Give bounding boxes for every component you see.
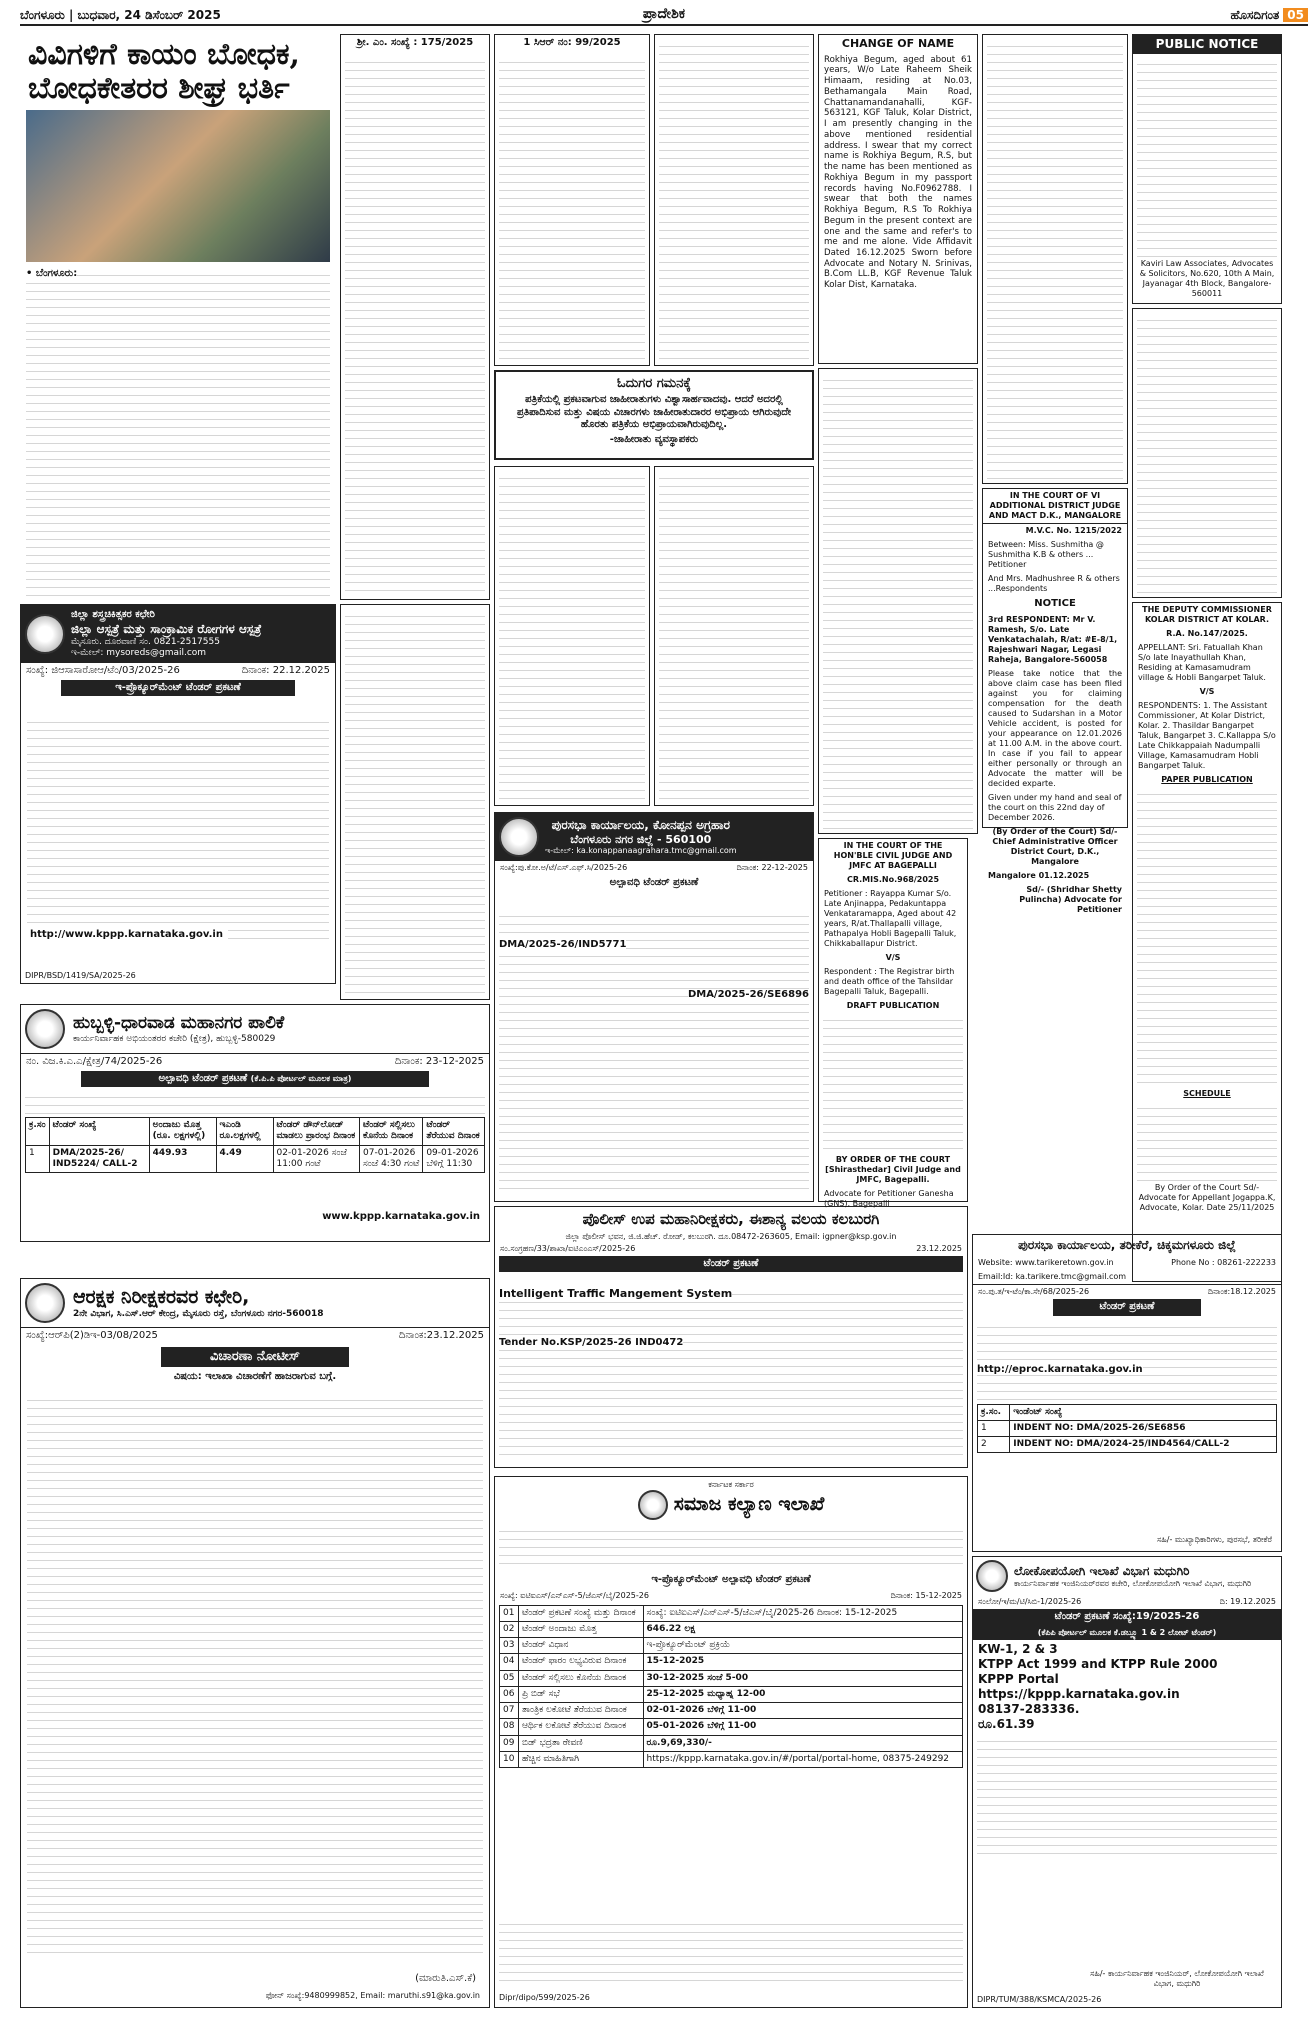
- mangalore-case: M.V.C. No. 1215/2022: [1025, 526, 1122, 535]
- table-cell: ಟೆಂಡರ್ ವಿಧಾನ: [519, 1638, 644, 1654]
- table-cell: ಇ-ಪ್ರೊಕ್ಯೂರ್‌ಮೆಂಟ್ ಪ್ರಕ್ರಿಯೆ: [643, 1638, 962, 1654]
- samaja-tender: [494, 1476, 968, 2008]
- reader-notice-sign: -ಜಾಹೀರಾತು ವ್ಯವಸ್ಥಾಪಕರು: [609, 433, 699, 445]
- mysore-hospital-tender: [20, 604, 336, 984]
- public-notice-body: [1137, 57, 1277, 263]
- lokopayogi-amount: ರೂ.61.39: [978, 1716, 1035, 1731]
- tarikere-table: [977, 1404, 1277, 1454]
- mangalore-between: Between: Miss. Sushmitha @ Sushmitha K.B & others ... Petitioner: [988, 540, 1104, 569]
- table-cell: 10: [500, 1751, 519, 1767]
- lokopayogi-name: ಲೋಕೋಪಯೋಗಿ ಇಲಾಖೆ ವಿಭಾಗ ಮಧುಗಿರಿ: [1014, 1563, 1190, 1578]
- tarikere-name: ಪುರಸಭಾ ಕಾರ್ಯಾಲಯ, ತರೀಕೆರೆ, ಚಿಕ್ಕಮಗಳೂರು ಜಿಲ್ಲೆ: [1018, 1238, 1236, 1252]
- table-cell: https://kppp.karnataka.gov.in/#/portal/portal-home, 08375-249292: [643, 1751, 962, 1767]
- mangalore-given: Given under my hand and seal of the court on this 22nd day of December 2026.: [988, 792, 1122, 822]
- mysore-name: ಜಿಲ್ಲಾ ಆಸ್ಪತ್ರೆ ಮತ್ತು ಸಾಂಕ್ರಾಮಿಕ ರೋಗಗಳ ಆಸ್ಪತ್ರೆ: [71, 621, 262, 636]
- table-row: [500, 1605, 963, 1621]
- lead-headline: ವಿವಿಗಳಿಗೆ ಕಾಯಂ ಬೋಧಕ, ಬೋಧಕೇತರರ ಶೀಘ್ರ ಭರ್ತಿ: [28, 37, 300, 106]
- hubli-sub: ಕಾರ್ಯನಿರ್ವಾಹಕ ಅಭಿಯಂತರರ ಕಚೇರಿ (ಕ್ಷೇತ್ರ), ಹುಬ್ಬಳ್ಳಿ-580029: [73, 1034, 276, 1044]
- table-cell: ತಾಂತ್ರಿಕ ಲಕೋಟೆ ತೆರೆಯುವ ದಿನಾಂಕ: [519, 1703, 644, 1719]
- table-cell: 30-12-2025 ಸಂಜೆ 5-00: [643, 1670, 962, 1686]
- table-row: [978, 1437, 1277, 1453]
- public-notice-sign: Kaviri Law Associates, Advocates & Solicitors, No.620, 10th A Main, Jayanagar 4th Block, Bangalore-560011: [1139, 259, 1275, 298]
- table-cell: ಹೆಚ್ಚಿನ ಮಾಹಿತಿಗಾಗಿ: [519, 1751, 644, 1767]
- lokopayogi-header: [973, 1557, 1281, 1595]
- police-refline: [21, 1328, 489, 1345]
- legal-notice-body: [499, 471, 645, 801]
- table-header: ಇಂಡೆಂಟ್ ಸಂಖ್ಯೆ: [1010, 1404, 1277, 1420]
- legal-notice-col3: [494, 34, 650, 366]
- lokopayogi-date: ದಿ: 19.12.2025: [1219, 1597, 1276, 1606]
- kona-body: [499, 909, 809, 1195]
- hubli-emblem-icon: [25, 1009, 65, 1049]
- lead-photo: [26, 110, 330, 262]
- lokopayogi-sub: ಕಾರ್ಯನಿರ್ವಾಹಕ ಇಂಜಿನಿಯರ್‌ರವರ ಕಚೇರಿ, ಲೋಕೋಪಯೋಗಿ ಇಲಾಖೆ ವಿಭಾಗ, ಮಧುಗಿರಿ: [1014, 1578, 1252, 1588]
- tarikere-tender: [972, 1234, 1282, 1552]
- table-cell: ಸಂಖ್ಯೆ: ಐಟಿಐಎಸ್/ಎನ್‌ಎಸ್-5/ಜೆಎಸ್/ಬೈ/2025-26 ದಿನಾಂಕ: 15-12-2025: [643, 1605, 962, 1621]
- legal-notice-body: [499, 55, 645, 361]
- tarikere-body: [977, 1320, 1277, 1400]
- legal-notice-col5: [818, 368, 978, 834]
- mangalore-notice-label: NOTICE: [1034, 598, 1076, 609]
- legal-notice-col3b: [494, 466, 650, 806]
- hubli-header: [21, 1005, 489, 1053]
- samaja-dipr: Dipr/dipo/599/2025-26: [499, 1993, 590, 2002]
- lead-story: [20, 34, 336, 600]
- tarikere-title: ಟೆಂಡರ್ ಪ್ರಕಟಣೆ: [1053, 1299, 1201, 1316]
- tarikere-email: Email:Id: ka.tarikere.tmc@gmail.com: [978, 1272, 1127, 1281]
- table-cell: 07-01-2026 ಸಂಜೆ 4:30 ಗಂಟೆ: [360, 1145, 423, 1173]
- legal-notice-col7: [1132, 308, 1282, 598]
- police-date: ದಿನಾಂಕ:23.12.2025: [398, 1330, 484, 1341]
- mysore-body: [27, 715, 329, 945]
- brand-name: ಹೊಸದಿಗಂತ: [1230, 7, 1280, 22]
- table-cell: 07: [500, 1703, 519, 1719]
- samaja-header: [495, 1490, 967, 1520]
- hubli-refline: [21, 1053, 489, 1071]
- police-notice: [20, 1278, 490, 2008]
- table-header: ಟೆಂಡರ್ ತೆರೆಯುವ ದಿನಾಂಕ: [423, 1118, 485, 1146]
- table-header-row: [978, 1404, 1277, 1420]
- legal-notice-body: [1137, 313, 1277, 593]
- hubli-date: ದಿನಾಂಕ: 23-12-2025: [394, 1056, 484, 1067]
- legal-notice-body: [659, 471, 809, 801]
- govt-emblem-icon: [25, 614, 65, 654]
- hubli-title-text: ಅಲ್ಪಾವಧಿ ಟೆಂಡರ್ ಪ್ರಕಟಣೆ: [158, 1072, 248, 1084]
- bagepalli-respondent: Respondent : The Registrar birth and death office of the Tahsildar Bagepalli Taluk, Bagepalli.: [824, 967, 955, 996]
- lokopayogi-tender: [972, 1556, 1282, 2008]
- hubli-url: www.kppp.karnataka.gov.in: [322, 1210, 480, 1222]
- table-row: [500, 1654, 963, 1670]
- samaja-footer: [499, 1917, 963, 1987]
- mysore-refline: [21, 663, 335, 680]
- kona-date: ದಿನಾಂಕ: 22-12-2025: [736, 863, 808, 872]
- table-row: [500, 1719, 963, 1735]
- page-number: 05: [1283, 8, 1308, 22]
- police-header: [21, 1279, 489, 1328]
- legal-notice-body: [987, 39, 1123, 479]
- ig-tender: [494, 1206, 968, 1468]
- table-header-row: [26, 1118, 485, 1146]
- kolar-dc-notice: [1132, 602, 1282, 1282]
- table-cell: 449.93: [149, 1145, 216, 1173]
- hubli-tender: [20, 1004, 490, 1242]
- kona-sub: ಬೆಂಗಳೂರು ನಗರ ಜಿಲ್ಲೆ - 560100: [570, 832, 712, 846]
- kona-tender-no: DMA/2025-26/IND5771: [499, 939, 627, 950]
- kona-refline: [495, 861, 813, 875]
- ig-tender-no: Tender No.KSP/2025-26 IND0472: [499, 1337, 684, 1348]
- name-change-notice: [818, 34, 978, 364]
- bagepalli-court-notice: [818, 838, 968, 1208]
- table-cell: 15-12-2025: [643, 1654, 962, 1670]
- name-change-body: Rokhiya Begum, aged about 61 years, W/o Late Raheem Sheik Himaam, residing at No.03, Bethamangala Main Road, Chattanamandanahalli, KGF-563121, KGF Taluk, Kolar District, I am presently changing in the above mentioned residential address. I swear that my correct name is Rokhiya Begum, R.S, but the name has been mentioned as Rokhiya Begum in my passport records having No.F0962788. I swear that both the names Rokhiya Begum, R.S To Rokhiya Begum in the present context are one and the same and refer's to me and me alone. Vide Affidavit Dated 16.12.2025 Sworn before Advocate and Notary N. Srinivas, B.Com LL.B, KGF Revenue Taluk Kolar Dist, Karnataka.: [824, 54, 972, 291]
- police-subject: ವಿಷಯ: ಇಲಾಖಾ ವಿಚಾರಣೆಗೆ ಹಾಜರಾಗುವ ಬಗ್ಗೆ.: [173, 1370, 337, 1382]
- samaja-name: ಸಮಾಜ ಕಲ್ಯಾಣ ಇಲಾಖೆ: [673, 1493, 825, 1516]
- tarikere-ref: ಸಂ.ಪು.ತ/ಇ-ಟೆಂ/ಕಾ.ಸೇ/68/2025-26: [978, 1287, 1090, 1296]
- mysore-ref: ಸಂಖ್ಯೆ: ಜಿಆಸಾಸಾರೋಆ/ಟೆಂ/03/2025-26: [26, 665, 180, 676]
- kolar-title: THE DEPUTY COMMISSIONER KOLAR DISTRICT AT KOLAR.: [1142, 605, 1272, 624]
- small-notice-title: 1 ಸಿಆರ್ ನಂ: 99/2025: [523, 37, 621, 48]
- lokopayogi-body: [973, 1640, 1281, 1734]
- mysore-url: http://www.kppp.karnataka.gov.in: [25, 927, 228, 944]
- bagepalli-case: CR.MIS.No.968/2025: [846, 875, 940, 884]
- police-phone: ಫೋನ್ ಸಂಖ್ಯೆ:9480999852, Email: maruthi.s91@ka.gov.in: [265, 1991, 480, 2000]
- mangalore-court-notice: [982, 488, 1128, 914]
- lokopayogi-kw: KW-1, 2 & 3: [978, 1641, 1058, 1656]
- lokopayogi-refline: [973, 1595, 1281, 1609]
- table-cell: ಪ್ರಿ ಬಿಡ್ ಸಭೆ: [519, 1686, 644, 1702]
- lokopayogi-sign: ಸಹಿ/- ಕಾರ್ಯನಿರ್ವಾಹಕ ಇಂಜಿನಿಯರ್, ಲೋಕೋಪಯೋಗಿ ಇಲಾಖೆ ವಿಭಾಗ, ಮಧುಗಿರಿ: [1090, 1969, 1264, 1988]
- table-cell: ರೂ.9,69,330/-: [643, 1735, 962, 1751]
- police-title: ವಿಚಾರಣಾ ನೋಟೀಸ್: [161, 1347, 349, 1367]
- kona-tender-no-2: DMA/2025-26/SE6896: [687, 989, 809, 1000]
- tarikere-phone: Phone No : 08261-222233: [1171, 1258, 1276, 1267]
- table-cell: 05-01-2026 ಬೆಳಿಗ್ಗೆ 11-00: [643, 1719, 962, 1735]
- name-change-title: CHANGE OF NAME: [841, 37, 955, 50]
- mysore-date: ದಿನಾಂಕ: 22.12.2025: [241, 665, 330, 676]
- kolar-schedule: SCHEDULE: [1183, 1089, 1231, 1098]
- kolar-body: [1137, 787, 1277, 1087]
- kolar-vs: V/S: [1199, 687, 1215, 696]
- table-cell: INDENT NO: DMA/2025-26/SE6856: [1010, 1420, 1277, 1436]
- bagepalli-draft: DRAFT PUBLICATION: [846, 1001, 940, 1010]
- table-cell: 06: [500, 1686, 519, 1702]
- table-cell: ಟೆಂಡರ್ ಅಂದಾಜು ಮೊತ್ತ: [519, 1621, 644, 1637]
- table-cell: ಟೆಂಡರ್ ಪ್ರಕಟಣೆ ಸಂಖ್ಯೆ ಮತ್ತು ದಿನಾಂಕ: [519, 1605, 644, 1621]
- public-notice: [1132, 34, 1282, 304]
- ig-date: 23.12.2025: [916, 1243, 962, 1253]
- police-sign: (ಮಾರುತಿ.ಎಸ್.ಕೆ): [415, 1972, 476, 1984]
- lokopayogi-dipr: DIPR/TUM/388/KSMCA/2025-26: [977, 1995, 1102, 2004]
- lokopayogi-emblem-icon: [976, 1560, 1008, 1592]
- hubli-name: ಹುಬ್ಬಳ್ಳಿ-ಧಾರವಾಡ ಮಹಾನಗರ ಪಾಲಿಕೆ: [73, 1012, 285, 1033]
- ig-name: ಪೊಲೀಸ್ ಉಪ ಮಹಾನಿರೀಕ್ಷಕರು, ಈಶಾನ್ಯ ವಲಯ ಕಲಬುರಗಿ: [582, 1210, 880, 1228]
- tarikere-url: http://eproc.karnataka.gov.in: [977, 1363, 1143, 1375]
- reader-notice-body: ಪತ್ರಿಕೆಯಲ್ಲಿ ಪ್ರಕಟವಾಗುವ ಜಾಹೀರಾತುಗಳು ವಿಶ್ವಾಸಾರ್ಹವಾದವು. ಆದರೆ ಅದರಲ್ಲಿ ಪ್ರತಿಪಾದಿಸುವ ಮತ್ತು ವಿಷಯ ವಿಚಾರಗಳು ಜಾಹೀರಾತುದಾರರ ಅಭಿಪ್ರಾಯ ಆಗಿರುವುದೇ ಹೊರತು ಪತ್ರಿಕೆಯ ಅಭಿಪ್ರಾಯವಾಗಿರುವುದಿಲ್ಲ.: [517, 394, 791, 431]
- ig-ref: ಸಂ.ಸಂಗ್ರಹಣ/33/ಶಾಖಾ/ಐಟಿಎಂಎಸ್/2025-26: [500, 1243, 636, 1253]
- legal-notice-body: [659, 39, 809, 361]
- samaja-intro: [499, 1524, 963, 1568]
- police-emblem-icon: [25, 1283, 65, 1323]
- bagepalli-title: IN THE COURT OF THE HON'BLE CIVIL JUDGE AND JMFC AT BAGEPALLI: [833, 841, 953, 870]
- police-sub: 2ನೇ ವಿಭಾಗ, ಸಿ.ಎಸ್.ಆರ್ ಕೇಂದ್ರ, ಮೈಸೂರು ರಸ್ತೆ, ಬೆಂಗಳೂರು ನಗರ-560018: [73, 1309, 324, 1320]
- table-header: ಇಎಂಡಿ ರೂ.ಲಕ್ಷಗಳಲ್ಲಿ: [216, 1118, 273, 1146]
- table-row: [500, 1703, 963, 1719]
- kona-title: ಅಲ್ಪಾವಧಿ ಟೆಂಡರ್ ಪ್ರಕಟಣೆ: [609, 877, 699, 888]
- hubli-subtitle: (ಕೆ.ಪಿ.ಪಿ ಪೋರ್ಟಲ್ ಮೂಲಕ ಮಾತ್ರ): [250, 1073, 352, 1083]
- kolar-case: R.A. No.147/2025.: [1166, 629, 1248, 638]
- table-cell: 02-01-2026 ಬೆಳಿಗ್ಗೆ 11-00: [643, 1703, 962, 1719]
- mangalore-and: And Mrs. Madhushree R & others ...Respondents: [988, 574, 1120, 593]
- legal-notice-col6: [982, 34, 1128, 484]
- bagepalli-sign: BY ORDER OF THE COURT [Shirasthedar] Civil Judge and JMFC, Bagepalli.: [825, 1155, 961, 1184]
- table-cell: ಟೆಂಡರ್ ಫಾರಂ ಲಭ್ಯವಿರುವ ದಿನಾಂಕ: [519, 1654, 644, 1670]
- table-header: ಟೆಂಡರ್ ಸಲ್ಲಿಸಲು ಕೊನೆಯ ದಿನಾಂಕ: [360, 1118, 423, 1146]
- mysore-org: ಜಿಲ್ಲಾ ಶಸ್ತ್ರಚಿಕಿತ್ಸಕರ ಕಛೇರಿ: [71, 609, 155, 620]
- samaja-table: [499, 1605, 963, 1769]
- table-header: ಕ್ರ.ಸಂ.: [978, 1404, 1010, 1420]
- table-cell: 08: [500, 1719, 519, 1735]
- table-header: ಟೆಂಡರ್ ಸಂಖ್ಯೆ: [49, 1118, 149, 1146]
- kolar-pub: PAPER PUBLICATION: [1161, 775, 1253, 784]
- bagepalli-vs: V/S: [885, 953, 901, 962]
- table-cell: ಆರ್ಥಿಕ ಲಕೋಟೆ ತೆರೆಯುವ ದಿನಾಂಕ: [519, 1719, 644, 1735]
- mangalore-adv: Sd/- (Shridhar Shetty Pulincha) Advocate for Petitioner: [1019, 884, 1122, 914]
- mysore-header: [21, 605, 335, 663]
- police-body: [27, 1393, 483, 1953]
- kolar-appellant: APPELLANT: Sri. Fatuallah Khan S/o late Inayathullah Khan, Residing at Kamasamudram village & Hobli Bangarpet Taluk.: [1138, 643, 1266, 682]
- table-cell: 01: [500, 1605, 519, 1621]
- table-cell: 02-01-2026 ಸಂಜೆ 11:00 ಗಂಟೆ: [273, 1145, 360, 1173]
- table-row: [500, 1735, 963, 1751]
- mangalore-title: IN THE COURT OF VI ADDITIONAL DISTRICT JUDGE AND MACT D.K., MANGALORE: [983, 489, 1127, 524]
- tarikere-web: Website: www.tarikeretown.gov.in: [978, 1258, 1114, 1267]
- tarikere-contact: [973, 1256, 1281, 1270]
- ig-refline: [495, 1242, 967, 1256]
- hubli-table: [25, 1117, 485, 1173]
- lokopayogi-phone: 08137-283336.: [978, 1701, 1080, 1716]
- samaja-gov: ಕರ್ನಾಟಕ ಸರ್ಕಾರ: [708, 1480, 754, 1489]
- page-header: [20, 6, 1308, 26]
- police-ref: ಸಂಖ್ಯೆ:ಆರ್‌ಪಿ(2)ಡಿಇ-03/08/2025: [26, 1330, 158, 1341]
- table-row: [500, 1670, 963, 1686]
- reader-notice-title: ಓದುಗರ ಗಮನಕ್ಕೆ: [617, 376, 691, 391]
- karnataka-emblem-icon: [638, 1490, 668, 1520]
- samaja-ref: ಸಂಖ್ಯೆ: ಐಟಿಐಎಸ್/ಎನ್‌ಎಸ್-5/ಜೆಎಸ್/ಬೈ/2025-26: [500, 1590, 649, 1600]
- ig-project: Intelligent Traffic Mangement System: [499, 1287, 733, 1300]
- table-header: ಕ್ರ.ಸಂ: [26, 1118, 50, 1146]
- kona-emblem-icon: [499, 817, 539, 857]
- lokopayogi-act: KTPP Act 1999 and KTPP Rule 2000: [978, 1656, 1218, 1671]
- masthead-brand: [879, 8, 1308, 23]
- table-cell: 04: [500, 1654, 519, 1670]
- legal-notice-col2: [340, 34, 490, 600]
- kona-name: ಪುರಸಭಾ ಕಾರ್ಯಾಲಯ, ಕೋನಪ್ಪನ ಅಗ್ರಹಾರ: [551, 817, 730, 832]
- table-row: [26, 1145, 485, 1173]
- mysore-dipr: DIPR/BSD/1419/SA/2025-26: [25, 971, 136, 980]
- table-cell: 03: [500, 1638, 519, 1654]
- legal-notice-col2b: [340, 604, 490, 1000]
- section-title: ಪ್ರಾದೇಶಿಕ: [642, 6, 686, 23]
- mysore-address: ಮೈಸೂರು. ದೂರವಾಣಿ ಸಂ. 0821-2517555: [71, 636, 220, 647]
- table-cell: DMA/2025-26/ IND5224/ CALL-2: [49, 1145, 149, 1173]
- table-cell: 02: [500, 1621, 519, 1637]
- table-cell: 09: [500, 1735, 519, 1751]
- table-cell: 2: [978, 1437, 1010, 1453]
- legal-notice-body: [345, 55, 485, 595]
- table-row: [500, 1638, 963, 1654]
- table-cell: 4.49: [216, 1145, 273, 1173]
- table-cell: 09-01-2026 ಬೆಳಿಗ್ಗೆ 11:30: [423, 1145, 485, 1173]
- mangalore-place: Mangalore 01.12.2025: [988, 870, 1090, 880]
- legal-notice-body: [823, 373, 973, 829]
- lokopayogi-url: https://kppp.karnataka.gov.in: [978, 1686, 1180, 1701]
- ig-body: [499, 1287, 963, 1461]
- legal-notice-col4: [654, 34, 814, 366]
- table-cell: 1: [978, 1420, 1010, 1436]
- table-cell: 05: [500, 1670, 519, 1686]
- tarikere-refline: [973, 1284, 1281, 1299]
- samaja-date: ದಿನಾಂಕ: 15-12-2025: [890, 1590, 962, 1600]
- mysore-title: ಇ-ಪ್ರೊಕ್ಯೂರ್‌ಮೆಂಟ್ ಟೆಂಡರ್ ಪ್ರಕಟಣೆ: [61, 680, 295, 697]
- table-cell: ಬಿಡ್ ಭದ್ರತಾ ಠೇವಣಿ: [519, 1735, 644, 1751]
- tarikere-sign: ಸಹಿ/- ಮುಖ್ಯಾಧಿಕಾರಿಗಳು, ಪುರಸಭೆ, ತರೀಕೆರೆ: [1157, 1535, 1272, 1544]
- lead-dateline: • ಬೆಂಗಳೂರು:: [26, 268, 78, 279]
- table-header: ಅಂದಾಜು ಮೊತ್ತ (ರೂ. ಲಕ್ಷಗಳಲ್ಲಿ): [149, 1118, 216, 1146]
- table-header: ಟೆಂಡರ್ ಡೌನ್‌ಲೋಡ್ ಮಾಡಲು ಪ್ರಾರಂಭ ದಿನಾಂಕ: [273, 1118, 360, 1146]
- lokopayogi-text: [977, 1734, 1277, 1854]
- ig-title: ಟೆಂಡರ್ ಪ್ರಕಟಣೆ: [499, 1256, 963, 1273]
- kolar-schedule-body: [1137, 1101, 1277, 1181]
- legal-notice-body: [345, 609, 485, 995]
- mangalore-body: Please take notice that the above claim case has been filed against you for claiming compensation for the death caused to Sudarshan in a Motor Vehicle accident, is posted for your appearance on 12.01.2026 at 11.00 A.M. in the above court. In case if you fail to appear either personally or through an Advocate the matter will be decided exparte.: [988, 668, 1122, 788]
- small-notice-title: ಶ್ರೀ. ಎಂ. ಸಂಖ್ಯೆ : 175/2025: [356, 37, 474, 48]
- police-name: ಆರಕ್ಷಕ ನಿರೀಕ್ಷಕರವರ ಕಛೇರಿ,: [73, 1285, 250, 1308]
- table-row: [500, 1686, 963, 1702]
- ig-sub: ಜಿಲ್ಲಾ ಪೊಲೀಸ್ ಭವನ, ಜಿ.ಜಿ.ಹೆಚ್. ರೋಡ್, ಕಲಬುರಗಿ. ದೂ.08472-263605, Email: igpner@ksp.gov.in: [565, 1231, 897, 1241]
- hubli-title: [81, 1071, 429, 1088]
- bagepalli-petitioner: Petitioner : Rayappa Kumar S/o. Late Anjinappa, Pedakuntappa Venkataramappa, Aged about 42 years, R/at.Thallapalli village, Pathapalya Hobli Bagepalli Taluk, Chikkaballapur District.: [824, 889, 957, 948]
- mangalore-respondent: 3rd RESPONDENT: Mr V. Ramesh, S/o. Late Venkatachalah, R/at: #E-8/1, Rajeshwari Nagar, Legasi Raheja, Bangalore-560058: [988, 614, 1118, 664]
- table-row: [500, 1621, 963, 1637]
- page-date: ಬೆಂಗಳೂರು | ಬುಧವಾರ, 24 ಡಿಸೆಂಬರ್ 2025: [20, 7, 221, 22]
- lokopayogi-portal: KPPP Portal: [978, 1671, 1059, 1686]
- kolar-sign: By Order of the Court Sd/- Advocate for Appellant Jogappa.K, Advocate, Kolar. Date 25/11/2025: [1138, 1183, 1276, 1212]
- hubli-intro: [25, 1090, 485, 1114]
- mangalore-sign: (By Order of the Court) Sd/- Chief Administrative Officer District Court, D.K., Mangalore: [992, 826, 1118, 866]
- lead-body: [26, 268, 330, 596]
- kolar-respondents: RESPONDENTS: 1. The Assistant Commissioner, At Kolar District, Kolar. 2. Thasildar Bangarpet Taluk, Bangarpet 3. C.Kallappa S/o Late Chikkappaiah Nadumpalli Village, Kamasamudram Hobli Bangarpet Taluk.: [1138, 701, 1276, 770]
- lokopayogi-subtitle: (ಕೆಪಿಪಿ ಪೋರ್ಟಲ್ ಮೂಲಕ ಕೆ.ಡಬ್ಲ್ಯೂ 1 & 2 ಲೋಟ್ ಟೆಂಡರ್): [973, 1626, 1281, 1640]
- mangalore-footer: [983, 869, 1127, 883]
- hubli-ref: ನಂ. ವಿಜ.ಕಿ.ಎ.ಎ/ಕ್ಷೇತ್ರ/74/2025-26: [26, 1056, 163, 1067]
- lokopayogi-title: ಟೆಂಡರ್ ಪ್ರಕಟಣೆ ಸಂಖ್ಯೆ:19/2025-26: [973, 1609, 1281, 1626]
- lokopayogi-ref: ಸಂಲೋ/ಇ/ಮ/ಟಿ/ಸಿಬಿ-1/2025-26: [978, 1597, 1082, 1606]
- table-cell: 1: [26, 1145, 50, 1173]
- table-cell: INDENT NO: DMA/2024-25/IND4564/CALL-2: [1010, 1437, 1277, 1453]
- public-notice-title: PUBLIC NOTICE: [1133, 35, 1281, 54]
- tarikere-date: ದಿನಾಂಕ:18.12.2025: [1207, 1287, 1276, 1296]
- table-row: [978, 1420, 1277, 1436]
- reader-notice: [494, 370, 814, 460]
- bagepalli-adv: Advocate for Petitioner Ganesha (GNS), Bagepalli: [824, 1189, 954, 1208]
- table-row: [500, 1751, 963, 1767]
- samaja-title: ಇ-ಪ್ರೊಕ್ಯೂರ್‌ಮೆಂಟ್ ಅಲ್ಪಾವಧಿ ಟೆಂಡರ್ ಪ್ರಕಟಣೆ: [651, 1574, 811, 1585]
- kona-email: ಇ-ಮೇಲ್: ka.konappanaagrahara.tmc@gmail.com: [545, 846, 737, 856]
- bagepalli-body: [823, 1013, 963, 1153]
- samaja-refline: [495, 1589, 967, 1603]
- kona-ref: ಸಂಖ್ಯೆ:ಪು.ಕೋ.ಅ/ಟೆ/ಎಸ್.ಎಫ್.ಸಿ/2025-26: [500, 863, 628, 872]
- table-cell: ಟೆಂಡರ್ ಸಲ್ಲಿಸಲು ಕೊನೆಯ ದಿನಾಂಕ: [519, 1670, 644, 1686]
- table-cell: 25-12-2025 ಮಧ್ಯಾಹ್ನ 12-00: [643, 1686, 962, 1702]
- kona-header: [495, 813, 813, 861]
- kona-tender: [494, 812, 814, 1202]
- mysore-email: ಇ-ಮೇಲ್: mysoreds@gmail.com: [71, 647, 207, 658]
- legal-notice-col4b: [654, 466, 814, 806]
- table-cell: 646.22 ಲಕ್ಷ: [643, 1621, 962, 1637]
